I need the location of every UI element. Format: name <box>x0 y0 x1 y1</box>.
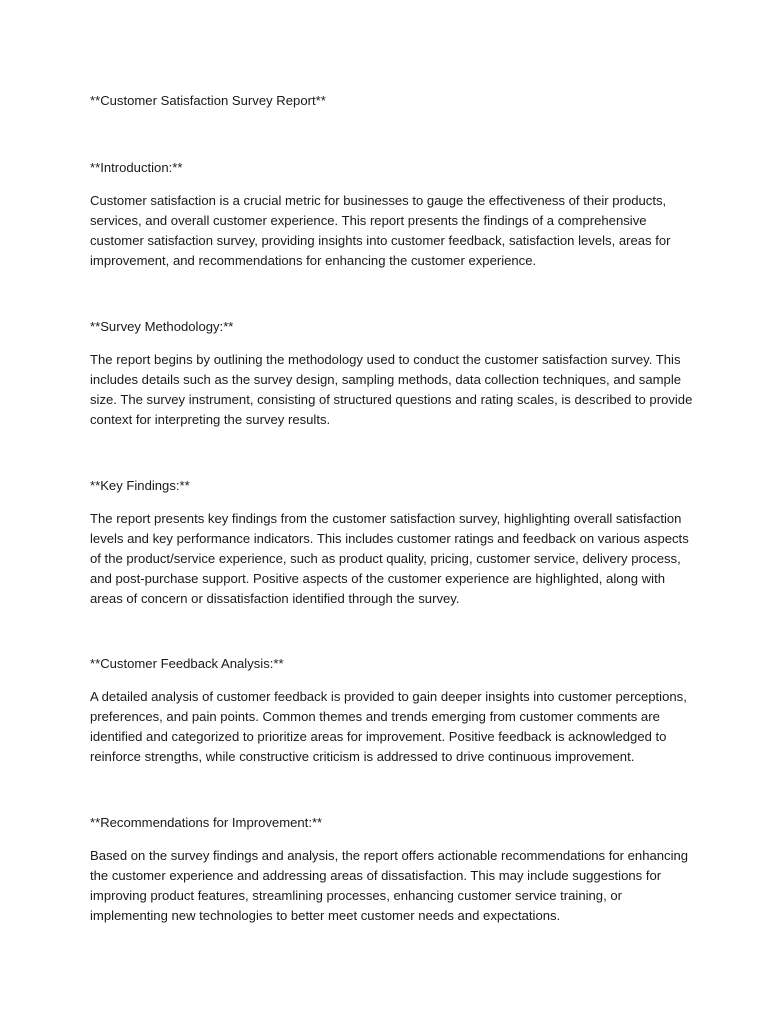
paragraph-line: reinforce strengths, while constructive criticism is addressed to drive continuous improvement. <box>90 749 635 764</box>
paragraph-line: The report presents key findings from the customer satisfaction survey, highlighting overall satisfaction <box>90 511 682 526</box>
paragraph-line: improvement, and recommendations for enhancing the customer experience. <box>90 253 537 268</box>
paragraph-line: and post-purchase support. Positive aspects of the customer experience are highlighted, along with <box>90 571 666 586</box>
paragraph-line: levels and key performance indicators. This includes customer ratings and feedback on various aspects <box>90 531 689 546</box>
document-title: **Customer Satisfaction Survey Report** <box>90 93 326 108</box>
paragraph-line: Based on the survey findings and analysis, the report offers actionable recommendations for enhancing <box>90 848 689 863</box>
paragraph-line: of the product/service experience, such as product quality, pricing, customer service, delivery process, <box>90 551 681 566</box>
paragraph-line: A detailed analysis of customer feedback is provided to gain deeper insights into customer perceptions, <box>90 689 687 704</box>
section-heading: **Key Findings:** <box>90 478 190 493</box>
paragraph-line: The report begins by outlining the methodology used to conduct the customer satisfaction survey. This <box>90 352 681 367</box>
paragraph-line: Customer satisfaction is a crucial metric for businesses to gauge the effectiveness of their products, <box>90 193 667 208</box>
paragraph-line: services, and overall customer experience. This report presents the findings of a comprehensive <box>90 213 647 228</box>
paragraph-line: preferences, and pain points. Common themes and trends emerging from customer comments are <box>90 709 660 724</box>
section-heading: **Survey Methodology:** <box>90 319 234 334</box>
paragraph-line: implementing new technologies to better meet customer needs and expectations. <box>90 908 561 923</box>
paragraph-line: includes details such as the survey design, sampling methods, data collection techniques, and sample <box>90 372 682 387</box>
section-heading: **Introduction:** <box>90 160 183 175</box>
paragraph-line: size. The survey instrument, consisting of structured questions and rating scales, is described to provide <box>90 392 693 407</box>
paragraph-line: customer satisfaction survey, providing insights into customer feedback, satisfaction levels, areas for <box>90 233 671 248</box>
paragraph-line: identified and categorized to prioritize areas for improvement. Positive feedback is acknowledged to <box>90 729 667 744</box>
paragraph-line: areas of concern or dissatisfaction identified through the survey. <box>90 591 460 606</box>
section-heading: **Recommendations for Improvement:** <box>90 815 323 830</box>
paragraph-line: the customer experience and addressing areas of dissatisfaction. This may include suggestions for <box>90 868 662 883</box>
paragraph-line: context for interpreting the survey results. <box>90 412 331 427</box>
section-heading: **Customer Feedback Analysis:** <box>90 656 284 671</box>
paragraph-line: improving product features, streamlining processes, enhancing customer service training, or <box>90 888 623 903</box>
